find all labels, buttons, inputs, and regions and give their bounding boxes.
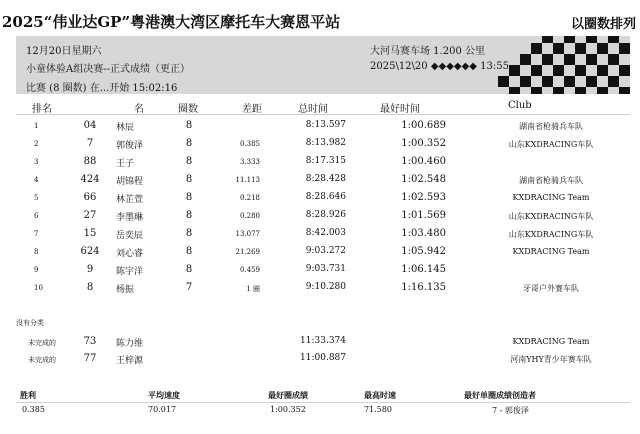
race-number-cell: 27 — [83, 210, 97, 221]
race-number-cell: 624 — [80, 246, 100, 257]
rider-name-cell: 胡锦程 — [116, 177, 144, 187]
laps-cell: 8 — [185, 120, 193, 131]
col-club: Club — [508, 100, 532, 111]
gap-cell: 3.333 — [239, 158, 260, 166]
session-name: 小童体验A组决赛--正式成绩（更正） — [26, 64, 190, 75]
rider-name-cell: 杨振 — [116, 285, 135, 295]
result-row — [16, 136, 630, 154]
position-cell: 3 — [34, 158, 39, 166]
col-pos: 排名 — [32, 104, 52, 115]
laps-cell: 8 — [185, 156, 193, 167]
laps-cell: 8 — [185, 228, 193, 239]
club-cell: 山东KXDRACING车队 — [508, 230, 594, 239]
col-best: 最好时间 — [380, 104, 420, 115]
race-number-cell: 9 — [86, 264, 94, 275]
gap-cell: 13.077 — [235, 230, 260, 238]
total-time-cell: 8:28.926 — [305, 210, 346, 220]
result-row — [16, 244, 630, 262]
laps-cell: 8 — [185, 246, 193, 257]
document-title: 2025“伟业达GP”粤港澳大湾区摩托车大赛恩平站 — [2, 13, 341, 31]
timestamp: 2025\12\20 ◆◆◆◆◆◆ 13:55 — [370, 61, 509, 72]
race-number-cell: 7 — [86, 138, 94, 149]
club-cell: 山东KXDRACING车队 — [508, 140, 594, 149]
best-lap-cell: 1:00.689 — [401, 120, 446, 131]
summary-best-lap-holder-label: 最好单圈成绩创造者 — [464, 390, 536, 400]
position-cell: 1 — [34, 122, 39, 130]
rider-name-cell: 林芷萱 — [116, 195, 144, 205]
laps-cell: 8 — [185, 138, 193, 149]
total-time-cell: 11:00.887 — [300, 353, 346, 363]
club-cell: 湖南省枪骑兵车队 — [519, 176, 583, 185]
unclassified-row — [16, 351, 630, 369]
summary-avg-speed-value: 70.017 — [148, 405, 176, 414]
gap-cell: 0.280 — [239, 212, 260, 220]
col-name: 名 — [134, 104, 144, 115]
gap-cell: 0.385 — [239, 140, 260, 148]
race-number-cell: 73 — [83, 336, 97, 347]
sort-order-label: 以圈数排列 — [570, 17, 636, 32]
best-lap-cell: 1:02.593 — [401, 192, 446, 203]
race-number-cell: 88 — [83, 156, 97, 167]
gap-cell: 1 圈 — [246, 285, 260, 293]
result-row — [16, 226, 630, 244]
race-number-cell: 15 — [83, 228, 97, 239]
col-laps: 圈数 — [178, 104, 198, 115]
summary-margin-value: 0.385 — [22, 405, 45, 414]
position-cell: 8 — [34, 248, 39, 256]
summary-avg-speed-label: 平均速度 — [148, 390, 180, 400]
best-lap-cell: 1:06.145 — [401, 264, 446, 275]
club-cell: 牙哥户外赛车队 — [523, 284, 579, 293]
laps-cell: 8 — [185, 174, 193, 185]
total-time-cell: 8:42.003 — [305, 228, 346, 238]
total-time-cell: 11:33.374 — [300, 336, 346, 346]
total-time-cell: 8:28.428 — [305, 174, 346, 184]
checkered-flag-graphic — [476, 36, 630, 94]
summary-best-lap-value: 1:00.352 — [270, 405, 306, 414]
best-lap-cell: 1:16.135 — [401, 282, 446, 293]
position-cell: 7 — [34, 230, 39, 238]
gap-cell: 0.459 — [239, 266, 260, 274]
gap-cell: 11.113 — [235, 176, 260, 184]
rider-name-cell: 李墨琳 — [116, 213, 144, 223]
summary-best-lap-label: 最好圈成绩 — [268, 390, 308, 400]
laps-cell: 8 — [185, 192, 193, 203]
rider-name-cell: 王梓源 — [116, 356, 144, 366]
summary-top-speed-value: 71.580 — [364, 405, 392, 414]
result-row — [16, 118, 630, 136]
venue: 大河马赛车场 1.200 公里 — [370, 46, 485, 57]
result-row — [16, 280, 630, 298]
rider-name-cell: 陈力维 — [116, 339, 144, 349]
club-cell: 湖南省枪骑兵车队 — [519, 122, 583, 131]
total-time-cell: 8:28.646 — [305, 192, 346, 202]
rider-name-cell: 陈宇洋 — [116, 267, 144, 277]
unclassified-row — [16, 334, 630, 352]
best-lap-cell: 1:01.569 — [401, 210, 446, 221]
race-info: 比赛 (8 圈数) 在...开始 15:02:16 — [26, 83, 178, 94]
club-cell: KXDRACING Team — [512, 247, 590, 256]
result-row — [16, 154, 630, 172]
result-row — [16, 190, 630, 208]
status-cell: 未完成的 — [28, 339, 56, 347]
gap-cell: 0.218 — [239, 194, 260, 202]
position-cell: 5 — [34, 194, 39, 202]
result-row — [16, 208, 630, 226]
laps-cell: 7 — [185, 282, 193, 293]
laps-cell: 8 — [185, 264, 193, 275]
rider-name-cell: 岳奕辰 — [116, 231, 144, 241]
result-row — [16, 172, 630, 190]
best-lap-cell: 1:00.460 — [401, 156, 446, 167]
club-cell: 河南YHY青少年赛车队 — [510, 355, 592, 364]
total-time-cell: 9:10.280 — [305, 282, 346, 292]
position-cell: 10 — [34, 284, 43, 292]
col-total: 总时间 — [298, 104, 328, 115]
laps-cell: 8 — [185, 210, 193, 221]
total-time-cell: 8:17.315 — [305, 156, 346, 166]
unclassified-section-label: 没有分类 — [16, 319, 44, 327]
club-cell: KXDRACING Team — [512, 337, 590, 346]
rider-name-cell: 林辰 — [116, 123, 135, 133]
best-lap-cell: 1:02.548 — [401, 174, 446, 185]
best-lap-cell: 1:00.352 — [401, 138, 446, 149]
rider-name-cell: 郭俊泽 — [116, 141, 144, 151]
race-number-cell: 04 — [83, 120, 97, 131]
club-cell: 山东KXDRACING车队 — [508, 212, 594, 221]
gap-cell: 21.269 — [235, 248, 260, 256]
position-cell: 4 — [34, 176, 39, 184]
best-lap-cell: 1:05.942 — [401, 246, 446, 257]
race-number-cell: 77 — [83, 353, 97, 364]
total-time-cell: 9:03.272 — [305, 246, 346, 256]
summary-top-speed-label: 最高时速 — [364, 390, 396, 400]
total-time-cell: 8:13.982 — [305, 138, 346, 148]
summary-header — [16, 390, 630, 403]
race-number-cell: 424 — [80, 174, 100, 185]
position-cell: 9 — [34, 266, 39, 274]
results-table-header — [16, 100, 630, 115]
rider-name-cell: 王子 — [116, 159, 135, 169]
col-gap: 差距 — [242, 104, 262, 115]
summary-margin-label: 胜利 — [20, 390, 36, 400]
rider-name-cell: 刘心睿 — [116, 249, 144, 259]
summary-best-lap-holder-value: 7 - 郭俊泽 — [492, 406, 529, 415]
club-cell: KXDRACING Team — [512, 193, 590, 202]
position-cell: 6 — [34, 212, 39, 220]
race-date: 12月20日星期六 — [26, 46, 102, 57]
best-lap-cell: 1:03.480 — [401, 228, 446, 239]
position-cell: 2 — [34, 140, 39, 148]
result-row — [16, 262, 630, 280]
race-number-cell: 66 — [83, 192, 97, 203]
total-time-cell: 9:03.731 — [305, 264, 346, 274]
status-cell: 未完成的 — [28, 356, 56, 364]
race-number-cell: 8 — [86, 282, 94, 293]
total-time-cell: 8:13.597 — [305, 120, 346, 130]
